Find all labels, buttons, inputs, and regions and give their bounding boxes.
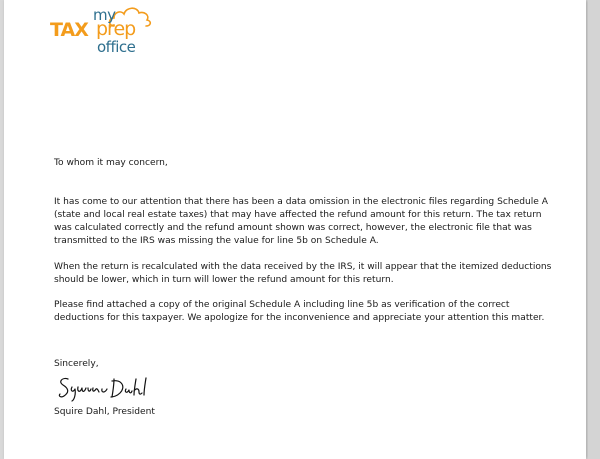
paragraph-attachment: Please find attached a copy of the original Schedule A including line 5b as verification of the correct deductions for this taxpayer. We apologize for the inconvenience and appreciate your attention this matter. [54, 300, 545, 323]
paragraph-data-omission: It has come to our attention that there has been a data omission in the electronic files regarding Schedule A (state and local real estate taxes) that may have affected the refund amount for this return. The tax return was calculated correctly and the refund amount shown was correct, however, the electronic file that was transmitted to the IRS was missing the value for line 5b on Schedule A. [54, 197, 548, 246]
paragraph-recalculation: When the return is recalculated with the data received by the IRS, it will appear that the itemized deductions should be lower, which in turn will lower the refund amount for this return. [54, 262, 552, 285]
closing: Sincerely, [54, 359, 99, 369]
salutation: To whom it may concern, [54, 158, 168, 168]
logo-prep: prep [96, 18, 136, 40]
handwritten-signature [56, 373, 152, 403]
company-logo [46, 4, 156, 60]
letter-page [4, 0, 586, 459]
signer-name: Squire Dahl, President [54, 407, 155, 417]
logo-my: my [93, 6, 116, 24]
logo-tax: TAX [50, 19, 88, 41]
viewer-edge [588, 0, 600, 459]
logo-office: office [97, 38, 136, 56]
